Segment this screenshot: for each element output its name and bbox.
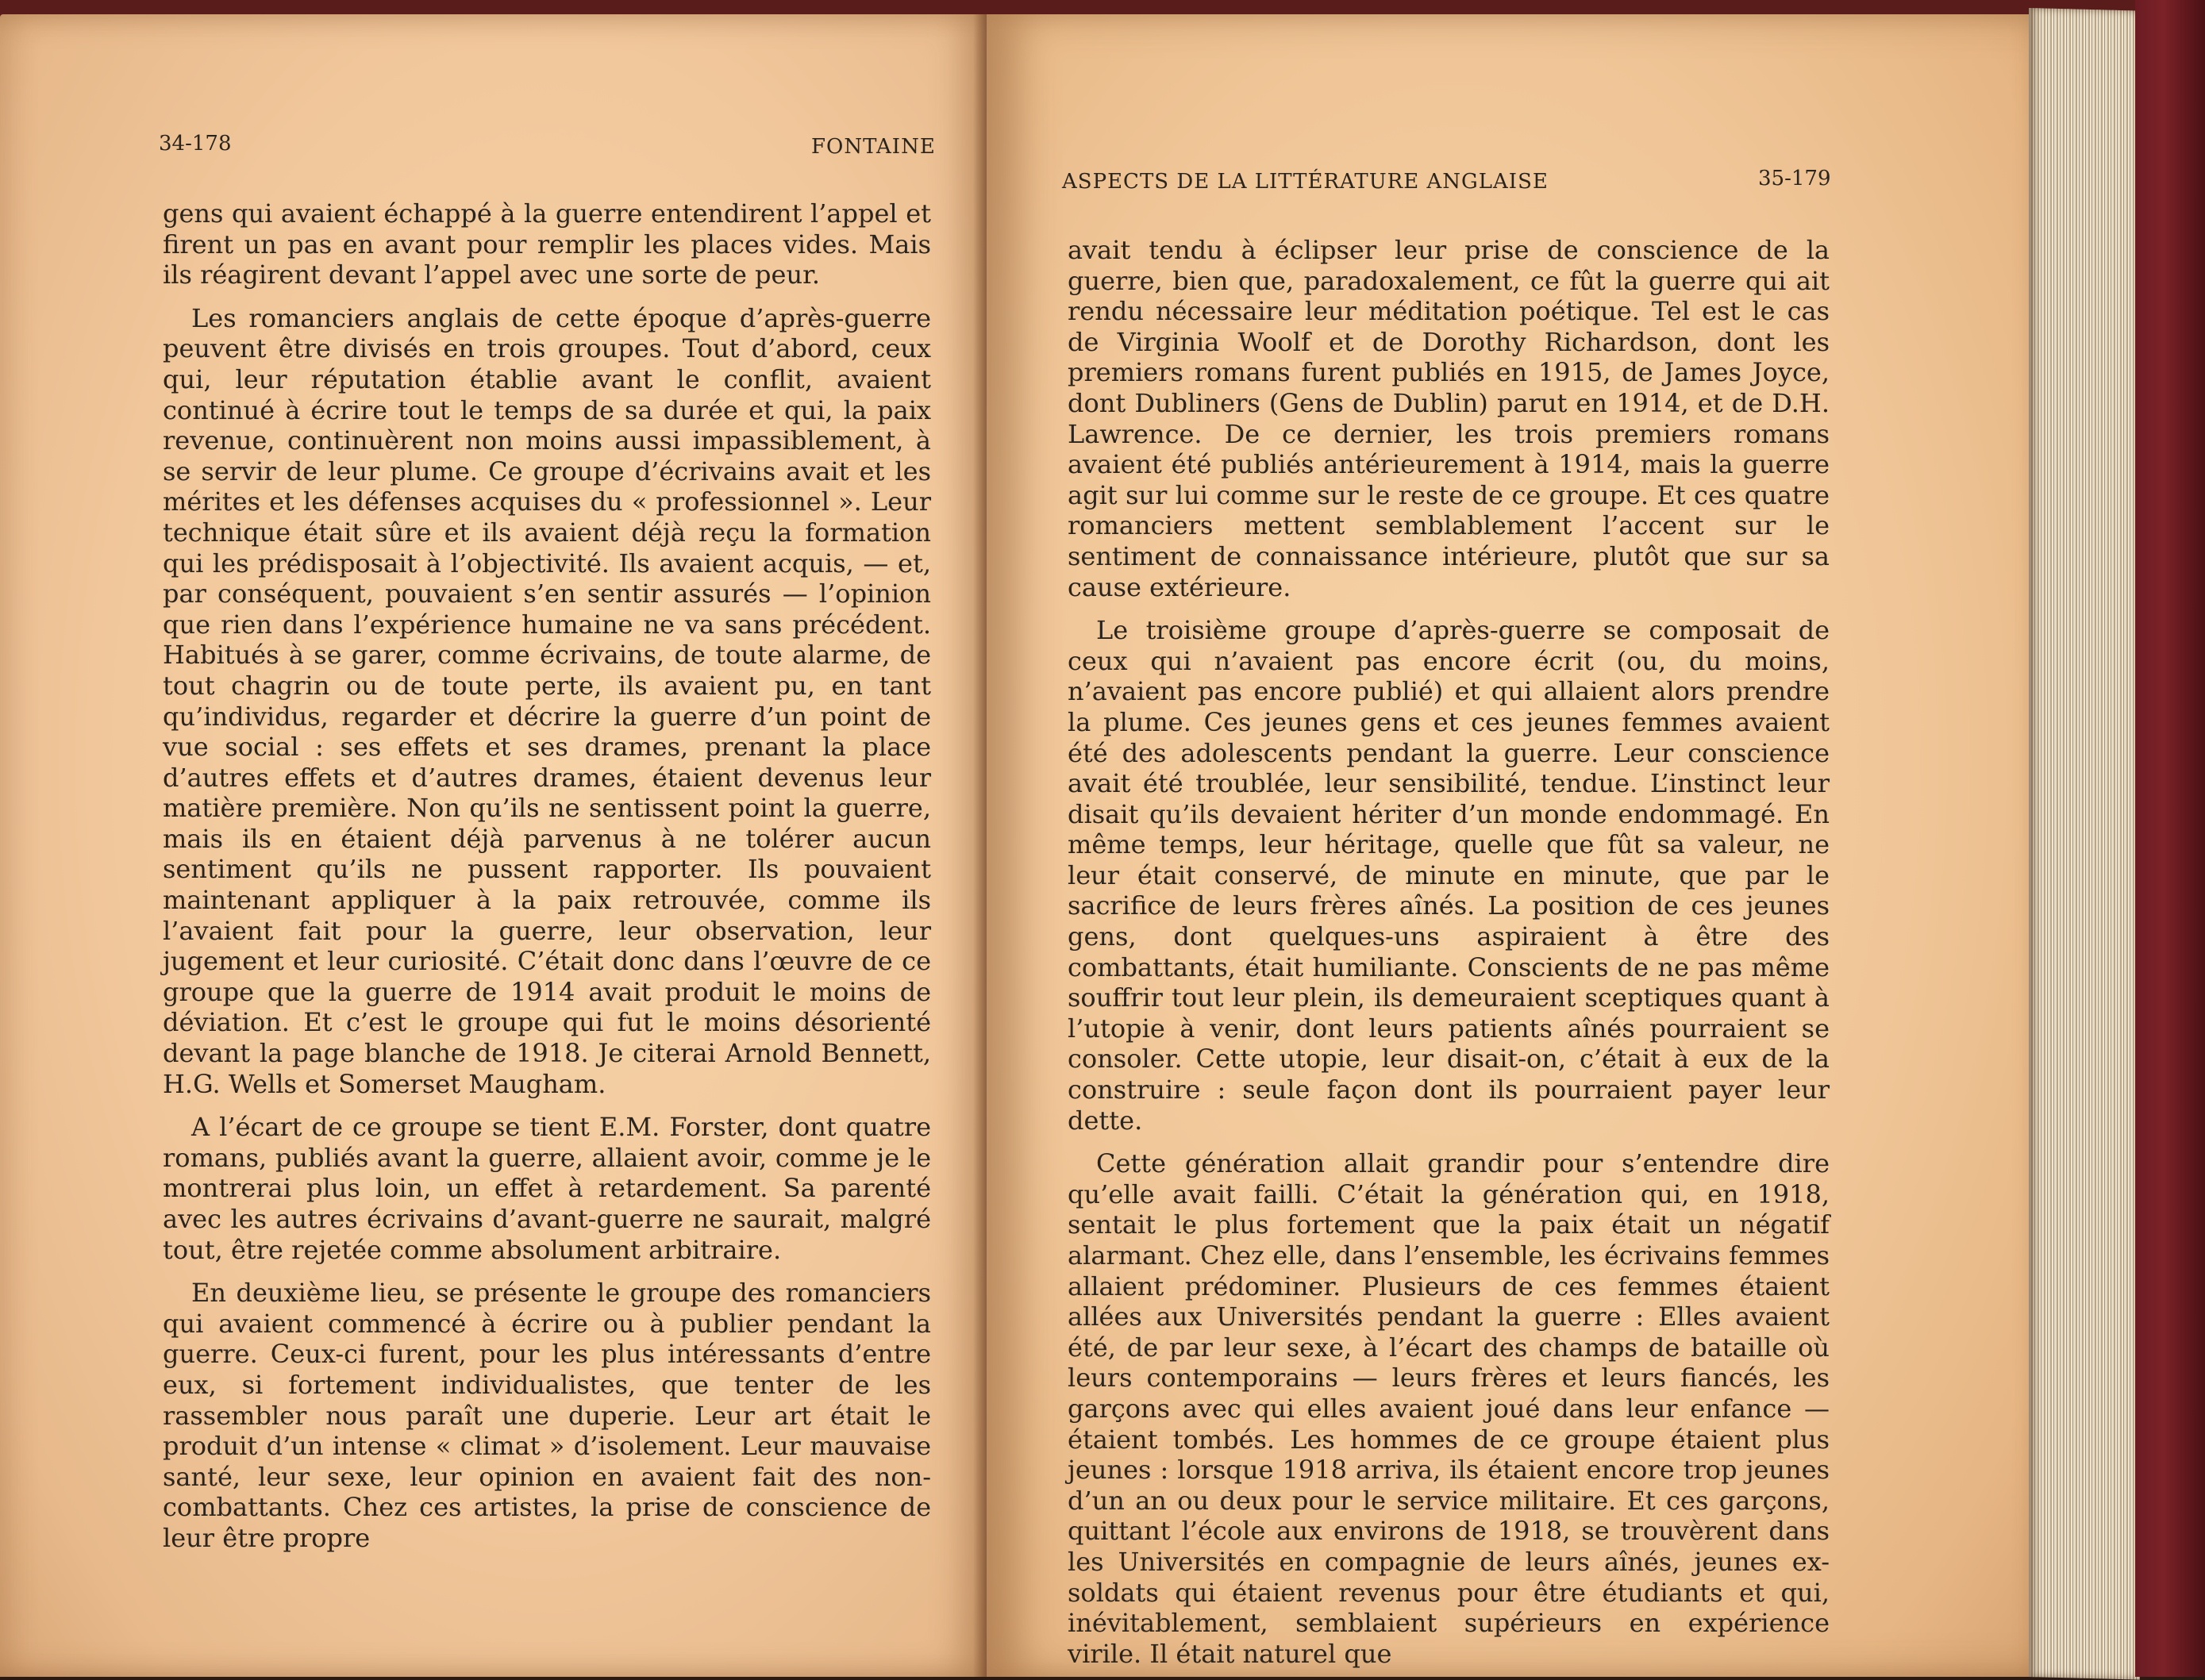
left-page <box>0 14 987 1677</box>
left-page-number: 34-178 <box>159 132 232 156</box>
left-paragraph: Les romanciers anglais de cette époque d’après-guerre peuvent être divisés en trois groupes. Tout d’abord, ceux qui, leur réputation établie avant le conflit, avaient continué à écrire tout le temps de sa durée et qui, la paix revenue, continuèrent non moins aussi impassiblement, à se servir de leur plume. Ce groupe d’écrivains avait et les mérites et les défenses acquises du « professionnel ». Leur technique était sûre et ils avaient déjà reçu la formation qui les prédisposait à l’objectivité. Ils avaient acquis, — et, par conséquent, pouvaient s’en sentir assurés — l’opinion que rien dans l’expérience humaine ne va sans précédent. Habitués à se garer, comme écrivains, de toute alarme, de tout chagrin ou de toute perte, ils avaient pu, en tant qu’individus, regarder et décrire la guerre d’un point de vue social : ses effets et ses drames, prenant la place d’autres effets et d’autres drames, étaient devenus leur matière première. Non qu’ils ne sentissent point la guerre, mais ils en étaient déjà parvenus à ne tolérer aucun sentiment qu’ils ne pussent rapporter. Ils pouvaient maintenant appliquer à la paix retrouvée, comme ils l’avaient fait pour la guerre, leur observation, leur jugement et leur curiosité. C’était donc dans l’œuvre de ce groupe que la guerre de 1914 avait produit le moins de déviation. Et c’est le groupe qui fut le moins désorienté devant la page blanche de 1918. Je citerai Arnold Bennett, H.G. Wells et Somerset Maugham. <box>163 302 931 1099</box>
left-text-block <box>163 198 931 1554</box>
right-paragraph: Cette génération allait grandir pour s’entendre dire qu’elle avait failli. C’était la génération qui, en 1918, sentait le plus fortement que la paix était un négatif alarmant. Chez elle, dans l’ensemble, les écrivains femmes allaient prédominer. Plusieurs de ces femmes étaient allées aux Universités pendant la guerre : Elles avaient été, de par leur sexe, à l’écart des champs de bataille où leurs contemporains — leurs frères et leurs fiancés, les garçons avec qui elles avaient joué dans leur enfance — étaient tombés. Les hommes de ce groupe étaient plus jeunes : lorsque 1918 arriva, ils étaient encore trop jeunes d’un an ou deux pour le service militaire. Et ces garçons, quittant l’école aux environs de 1918, se trouvèrent dans les Universités en compagnie de leurs aînés, jeunes ex-soldats qui étaient revenus pour être étudiants et qui, inévitablement, semblaient supérieurs en expérience virile. Il était naturel que <box>1068 1148 1830 1669</box>
page-stack-edges <box>2029 8 2140 1680</box>
left-paragraph: En deuxième lieu, se présente le groupe des romanciers qui avaient commencé à écrire ou à publier pendant la guerre. Ceux-ci furent, pour les plus intéressants d’entre eux, si fortement individualistes, que tenter de les rassembler nous paraît une duperie. Leur art était le produit d’un intense « climat » d’isolement. Leur mauvaise santé, leur sexe, leur opinion en avaient fait des non-combattants. Chez ces artistes, la prise de conscience de leur être propre <box>163 1278 931 1553</box>
right-paragraph: avait tendu à éclipser leur prise de conscience de la guerre, bien que, paradoxalement, ce fût la guerre qui ait rendu nécessaire leur méditation poétique. Tel est le cas de Virginia Woolf et de Dorothy Richardson, dont les premiers romans furent publiés en 1915, de James Joyce, dont Dubliners (Gens de Dublin) parut en 1914, et de D.H. Lawrence. De ce dernier, les trois premiers romans avaient été publiés antérieurement à 1914, mais la guerre agit sur lui comme sur le reste de ce groupe. Et ces quatre romanciers mettent semblablement l’accent sur le sentiment de connaissance intérieure, plutôt que sur sa cause extérieure. <box>1068 235 1830 602</box>
right-paragraph: Le troisième groupe d’après-guerre se composait de ceux qui n’avaient pas encore écrit (ou, du moins, n’avaient pas encore publié) et qui allaient alors prendre la plume. Ces jeunes gens et ces jeunes femmes avaient été des adolescents pendant la guerre. Leur conscience avait été troublée, leur sensibilité, tendue. L’instinct leur disait qu’ils devaient hériter d’un monde endommagé. En même temps, leur héritage, quelle que fût sa valeur, ne leur était conservé, de minute en minute, que par le sacrifice de leurs frères aînés. La position de ces jeunes gens, dont quelques-uns aspiraient à être des combattants, était humiliante. Conscients de ne pas même souffrir tout leur plein, ils demeuraient sceptiques quant à l’utopie à venir, dont leurs patients aînés pourraient se consoler. Cette utopie, leur disait-on, c’était à eux de la construire : seule façon dont ils pourraient payer leur dette. <box>1068 615 1830 1136</box>
left-paragraph: A l’écart de ce groupe se tient E.M. Forster, dont quatre romans, publiés avant la guerre, allaient avoir, comme je le montrerai plus loin, un effet à retardement. Sa parenté avec les autres écrivains d’avant-guerre ne saurait, malgré tout, être rejetée comme absolument arbitraire. <box>163 1112 931 1265</box>
book-cover-edge <box>2135 0 2205 1677</box>
left-running-head: FONTAINE <box>811 135 936 159</box>
left-paragraph: gens qui avaient échappé à la guerre entendirent l’appel et firent un pas en avant pour remplir les places vides. Mais ils réagirent devant l’appel avec une sorte de peur. <box>163 198 931 290</box>
right-text-block <box>1068 235 1830 1669</box>
right-running-head: ASPECTS DE LA LITTÉRATURE ANGLAISE <box>1062 170 1549 194</box>
right-page <box>987 14 2034 1677</box>
right-page-number: 35-179 <box>1758 167 1831 190</box>
